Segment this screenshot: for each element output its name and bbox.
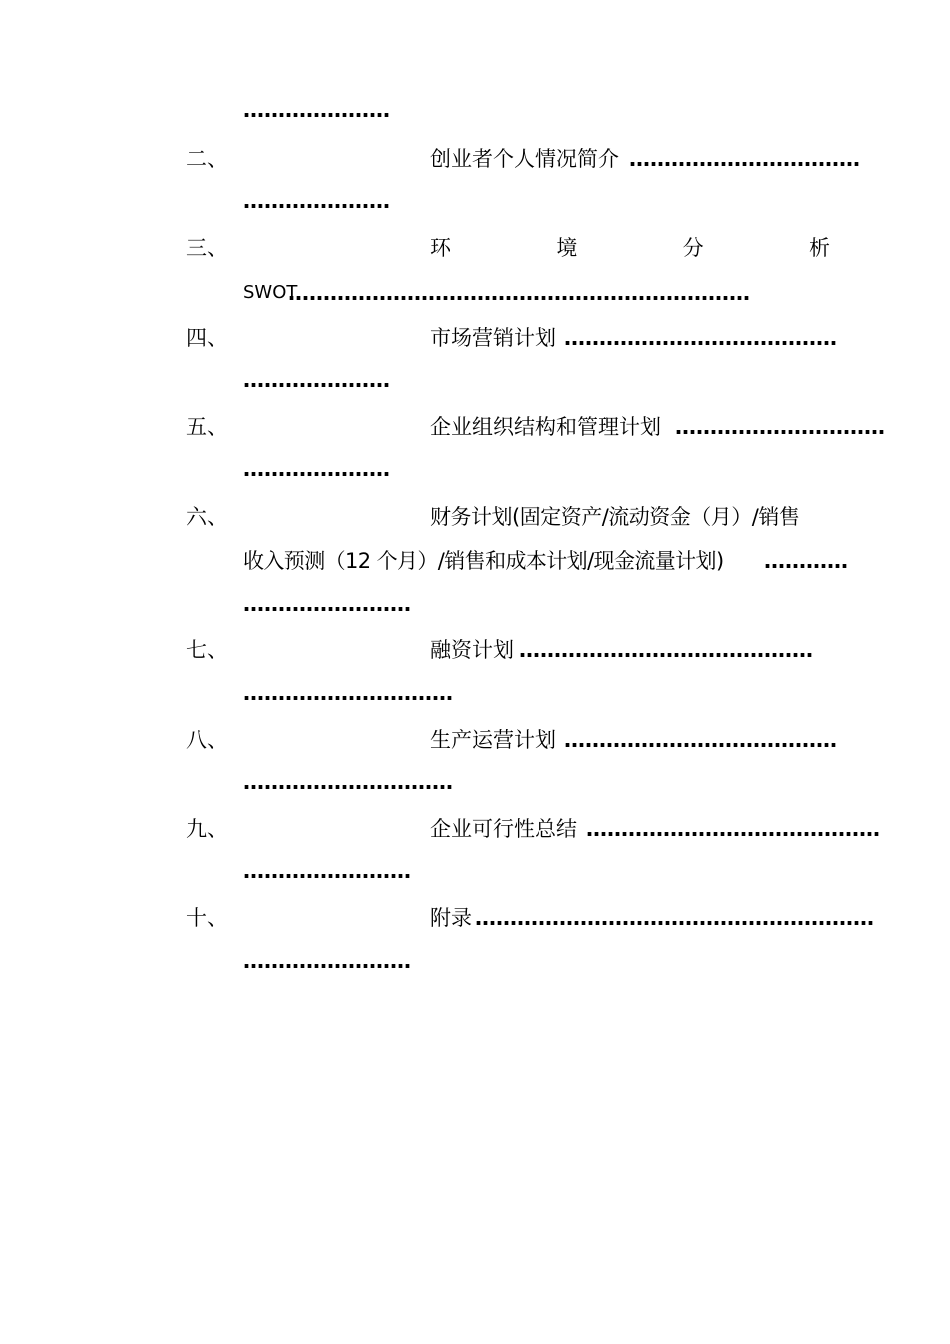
toc-number: 六、 — [186, 505, 228, 529]
toc-number: 三、 — [186, 236, 228, 260]
toc-leader-dots: …………………… — [243, 592, 411, 616]
toc-number: 七、 — [186, 638, 228, 662]
toc-leader-dots: ………………………………………………… — [475, 906, 874, 930]
toc-number: 五、 — [186, 415, 228, 439]
toc-title-char: 环 — [430, 236, 451, 260]
toc-number: 十、 — [186, 906, 228, 930]
toc-leader-dots: …………………… — [243, 859, 411, 883]
toc-leader-dots: ………………………… — [675, 415, 885, 439]
toc-leader-dots: …………………………………… — [586, 817, 880, 841]
toc-leader-dots: ………………………………………………………… — [288, 281, 750, 305]
toc-leader-dots: ………………………… — [243, 770, 453, 794]
toc-title-char: 分 — [682, 236, 704, 260]
toc-leader-dots: ………………… — [243, 457, 390, 481]
toc-entry-title[interactable]: 企业组织结构和管理计划 — [430, 415, 661, 439]
toc-leader-dots: …………………………………… — [519, 638, 813, 662]
toc-entry-title[interactable]: 市场营销计划 — [430, 326, 556, 350]
toc-leader-dots: ………………… — [243, 368, 390, 392]
toc-entry-title[interactable]: 融资计划 — [430, 638, 514, 662]
toc-leader-dots: ………………… — [243, 98, 390, 122]
toc-entry-title[interactable]: 财务计划(固定资产/流动资金（月）/销售 — [430, 505, 800, 529]
toc-title-char: 境 — [556, 236, 578, 260]
toc-entry-title[interactable]: 附录 — [430, 906, 472, 930]
toc-entry-continuation: 收入预测（12 个月）/销售和成本计划/现金流量计划) — [243, 549, 724, 573]
toc-entry-title[interactable]: 企业可行性总结 — [430, 817, 577, 841]
toc-entry-title[interactable]: 创业者个人情况简介 — [430, 147, 619, 171]
toc-number: 八、 — [186, 728, 228, 752]
toc-leader-dots: ………… — [764, 549, 848, 573]
toc-number: 二、 — [186, 147, 228, 171]
toc-entry-title[interactable] — [430, 235, 830, 261]
toc-entry-continuation: SWOT — [243, 282, 298, 303]
toc-leader-dots: ………………………………… — [564, 728, 837, 752]
toc-leader-dots: …………………………… — [629, 147, 860, 171]
toc-entry-title[interactable]: 生产运营计划 — [430, 728, 556, 752]
toc-leader-dots: …………………… — [243, 949, 411, 973]
toc-number: 四、 — [186, 326, 228, 350]
toc-leader-dots: ………………… — [243, 189, 390, 213]
toc-number: 九、 — [186, 817, 228, 841]
toc-leader-dots: ………………………… — [243, 681, 453, 705]
toc-leader-dots: ………………………………… — [564, 326, 837, 350]
toc-title-char: 析 — [808, 236, 830, 260]
